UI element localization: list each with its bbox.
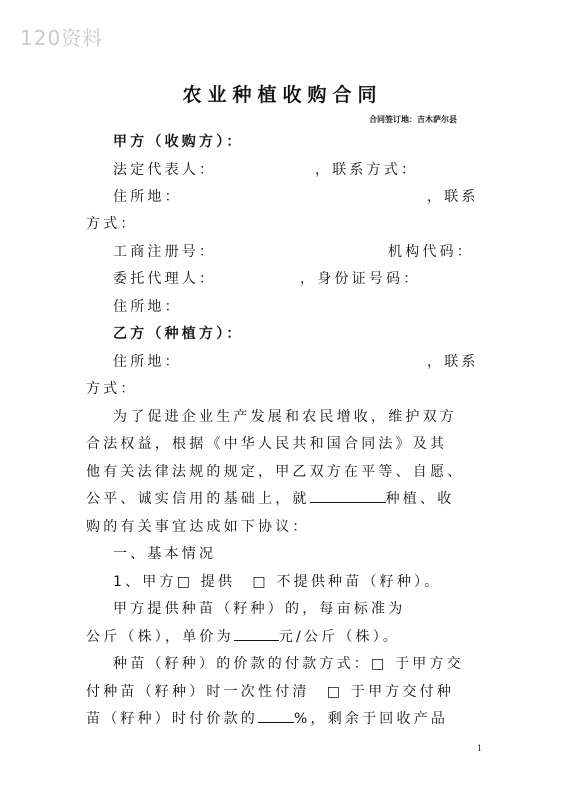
- watermark-text: 120资料: [20, 26, 104, 50]
- reg-no-label: 工商注册号：: [113, 244, 217, 260]
- payment-line-3a: 苗（籽种）时付价款的: [86, 711, 258, 727]
- crop-blank: [310, 490, 386, 503]
- price-blank: [234, 628, 279, 641]
- id-no-label: ，身份证号码：: [300, 271, 421, 287]
- section-1-heading: 一、基本情况: [113, 546, 217, 562]
- party-b-heading: 乙方（种植方）：: [113, 326, 244, 342]
- preamble-line-5: 购的有关事宜达成如下协议：: [86, 519, 310, 535]
- preamble-line-4b: 种植、收: [385, 491, 455, 507]
- item-1-line-3a: 公斤（株），单价为: [86, 629, 234, 645]
- payment-line-3b: %，剩余于回收产品: [294, 711, 449, 727]
- item-1-line-3: [86, 626, 400, 646]
- item-1-line-2: 甲方提供种苗（籽种）的，每亩标准为: [113, 601, 406, 617]
- preamble-line-3: 他有关法律法规的规定，甲乙双方在平等、自愿、: [86, 464, 465, 480]
- contact2-label-b: 方式：: [86, 216, 138, 232]
- preamble-line-4: [86, 488, 454, 508]
- payment-line-3: [86, 708, 448, 728]
- contact2-label-a: ，联系: [427, 189, 479, 205]
- signing-place: 合同签订地：吉木萨尔县: [369, 115, 457, 124]
- payment-line-2: 付种苗（籽种）时一次性付清 □ 于甲方交付种: [86, 684, 455, 700]
- contact-label: ，联系方式：: [315, 162, 419, 178]
- contract-title: 农业种植收购合同: [182, 84, 383, 106]
- org-code-label: 机构代码：: [388, 244, 474, 260]
- party-b-contact-b: 方式：: [86, 381, 138, 397]
- item-1: 1、甲方□ 提供 □ 不提供种苗（籽种）。: [113, 574, 442, 590]
- page-number: 1: [476, 744, 482, 753]
- agent-address-label: 住所地：: [113, 299, 182, 315]
- percent-blank: [258, 710, 294, 723]
- agent-label: 委托代理人：: [113, 271, 217, 287]
- item-1-line-3b: 元/公斤（株）。: [278, 629, 401, 645]
- legal-rep-label: 法定代表人：: [113, 162, 217, 178]
- address-label: 住所地：: [113, 189, 182, 205]
- payment-line-1: 种苗（籽种）的价款的付款方式：□ 于甲方交: [113, 656, 464, 672]
- preamble-line-1: 为了促进企业生产发展和农民增收，维护双方: [113, 409, 457, 425]
- party-b-contact-a: ，联系: [427, 354, 479, 370]
- preamble-line-2: 合法权益，根据《中华人民共和国合同法》及其: [86, 436, 448, 452]
- party-a-heading: 甲方（收购方）：: [113, 134, 244, 150]
- party-b-address-label: 住所地：: [113, 354, 182, 370]
- preamble-line-4a: 公平、诚实信用的基础上，就: [86, 491, 310, 507]
